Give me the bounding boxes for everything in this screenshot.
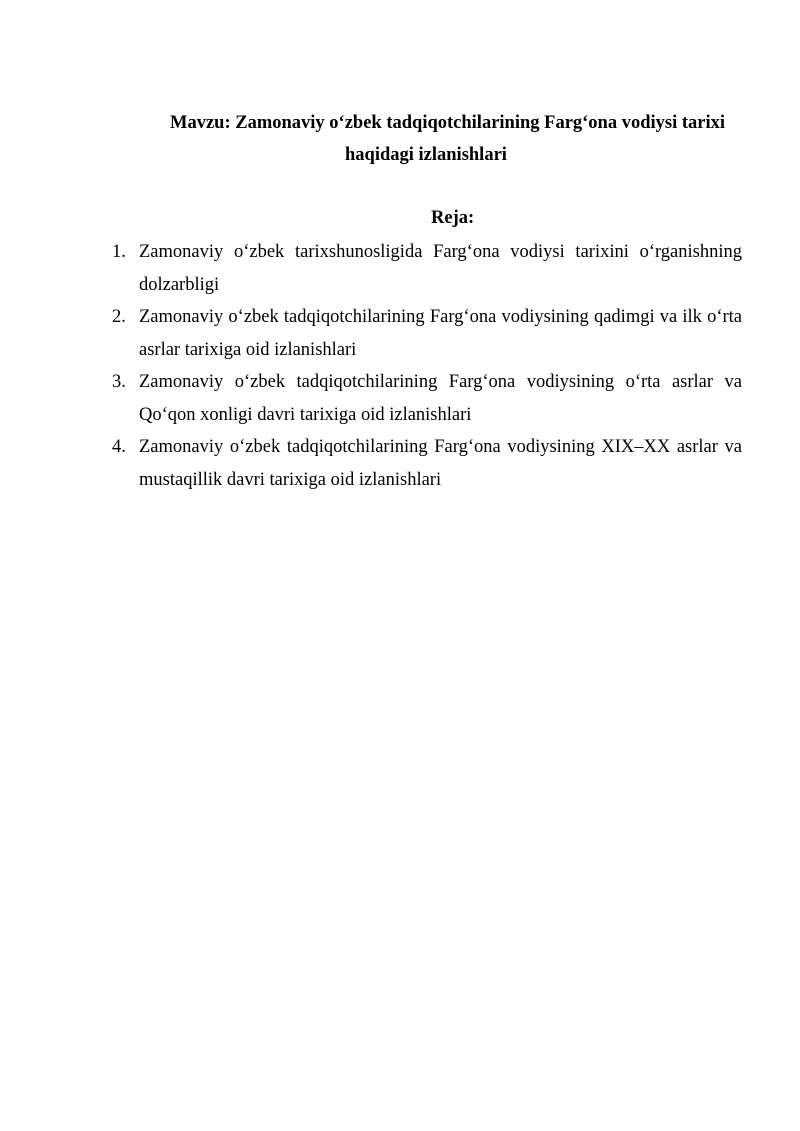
- plan-item-text: Zamonaviy o‘zbek tarixshunosligida Farg‘ona vodiysi tarixini o‘rganishning dolzarbligi: [139, 242, 742, 295]
- document-title: [112, 107, 742, 171]
- plan-item-number: 4.: [112, 437, 126, 457]
- title-line-1: Mavzu: Zamonaviy o‘zbek tadqiqotchilarining Farg‘ona vodiysi tarixi: [170, 113, 726, 133]
- plan-item-4: [112, 431, 742, 496]
- plan-item-text: Zamonaviy o‘zbek tadqiqotchilarining Farg‘ona vodiysining o‘rta asrlar va Qo‘qon xonligi davri tarixiga oid izlanishlari: [139, 372, 742, 425]
- plan-item-1: [112, 236, 742, 301]
- plan-item-number: 3.: [112, 372, 126, 392]
- plan-item-2: [112, 301, 742, 366]
- title-line-2: haqidagi izlanishlari: [345, 145, 507, 165]
- plan-item-3: [112, 366, 742, 431]
- plan-item-text: Zamonaviy o‘zbek tadqiqotchilarining Farg‘ona vodiysining qadimgi va ilk o‘rta asrlar tarixiga oid izlanishlari: [139, 307, 742, 360]
- plan-list: [112, 236, 742, 496]
- plan-item-text: Zamonaviy o‘zbek tadqiqotchilarining Farg‘ona vodiysining XIX–XX asrlar va mustaqillik davri tarixiga oid izlanishlari: [139, 437, 742, 490]
- plan-item-number: 1.: [112, 242, 126, 262]
- plan-heading: Reja:: [431, 208, 475, 228]
- plan-item-number: 2.: [112, 307, 126, 327]
